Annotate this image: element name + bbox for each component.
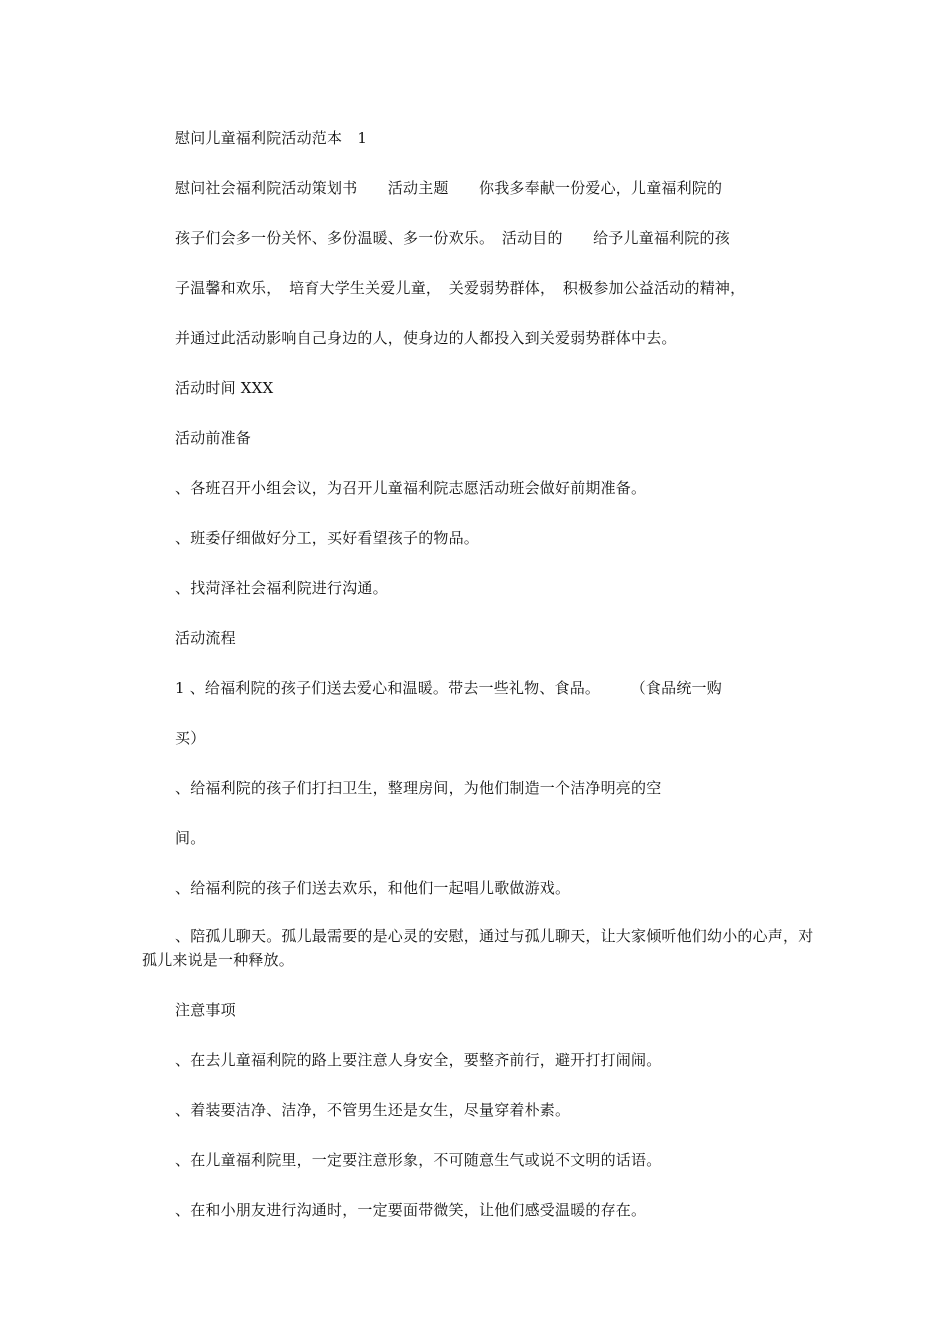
list-item: 、在和小朋友进行沟通时，一定要面带微笑，让他们感受温暖的存在。 bbox=[175, 1201, 647, 1219]
list-item: 、着装要洁净、洁净，不管男生还是女生，尽量穿着朴素。 bbox=[175, 1101, 571, 1119]
list-item-wrapped bbox=[142, 924, 822, 972]
document-title: 慰问儿童福利院活动范本 1 bbox=[175, 129, 368, 147]
section-heading: 活动流程 bbox=[175, 629, 236, 647]
paragraph-line: 慰问社会福利院活动策划书 活动主题 你我多奉献一份爱心，儿童福利院的 bbox=[175, 179, 723, 197]
section-heading: 注意事项 bbox=[175, 1001, 236, 1019]
list-item: 、在儿童福利院里，一定要注意形象，不可随意生气或说不文明的话语。 bbox=[175, 1151, 662, 1169]
list-item-continuation: 买） bbox=[175, 729, 206, 747]
section-heading: 活动前准备 bbox=[175, 429, 252, 447]
list-item-continuation: 间。 bbox=[175, 829, 206, 847]
list-item: 、给福利院的孩子们送去欢乐，和他们一起唱儿歌做游戏。 bbox=[175, 879, 571, 897]
list-item-text: 、陪孤儿聊天。孤儿最需要的是心灵的安慰，通过与孤儿聊天，让大家倾听他们幼小的心声，对孤儿来说是一种释放。 bbox=[142, 927, 814, 969]
paragraph-line: 孩子们会多一份关怀、多份温暖、多一份欢乐。 活动目的 给予儿童福利院的孩 bbox=[175, 229, 730, 247]
paragraph-line: 并通过此活动影响自己身边的人，使身边的人都投入到关爱弱势群体中去。 bbox=[175, 329, 677, 347]
list-item: 、找菏泽社会福利院进行沟通。 bbox=[175, 579, 388, 597]
list-item: 、各班召开小组会议，为召开儿童福利院志愿活动班会做好前期准备。 bbox=[175, 479, 647, 497]
list-item: 1 、给福利院的孩子们送去爱心和温暖。带去一些礼物、食品。 （食品统一购 bbox=[175, 679, 722, 697]
list-item: 、班委仔细做好分工，买好看望孩子的物品。 bbox=[175, 529, 480, 547]
paragraph-line: 子温馨和欢乐， 培育大学生关爱儿童， 关爱弱势群体， 积极参加公益活动的精神， bbox=[175, 279, 746, 297]
list-item: 、给福利院的孩子们打扫卫生，整理房间，为他们制造一个洁净明亮的空 bbox=[175, 779, 662, 797]
list-item: 、在去儿童福利院的路上要注意人身安全，要整齐前行，避开打打闹闹。 bbox=[175, 1051, 662, 1069]
section-heading: 活动时间 XXX bbox=[175, 379, 274, 397]
